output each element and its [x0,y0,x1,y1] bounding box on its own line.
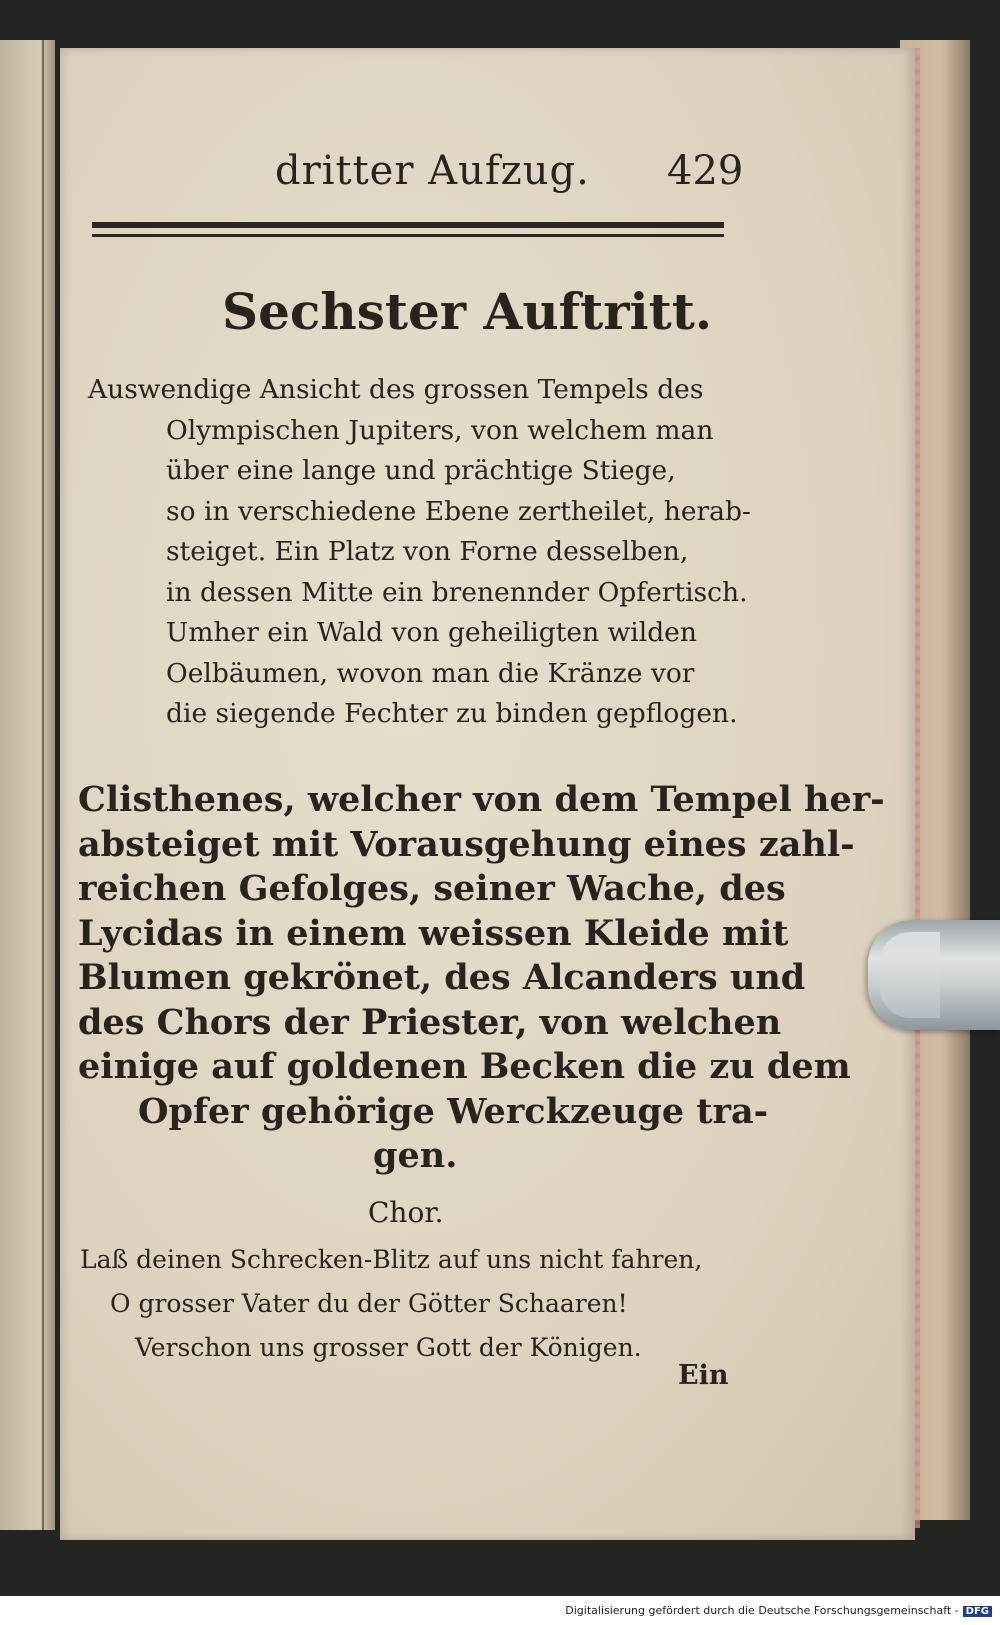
description-line: in dessen Mitte ein brenennder Opfertisch. [166,576,748,608]
header-rule-thick [92,222,724,228]
previous-page-edge [0,40,55,1530]
description-line: über eine lange und prächtige Stiege, [166,455,676,486]
chorus-line: Laß deinen Schrecken-Blitz auf uns nicht fahren, [80,1245,703,1274]
entrance-line: absteiget mit Vorausgehung eines zahl- [78,823,855,865]
entrance-line: einige auf goldenen Becken die zu dem [78,1046,851,1087]
entrance-line: Clisthenes, welcher von dem Tempel her- [78,779,885,820]
header-rule-thin [92,234,724,237]
chorus-line: Verschon uns grosser Gott der Königen. [135,1333,642,1362]
description-line: so in verschiedene Ebene zertheilet, herab- [166,495,751,527]
chorus-verse [80,1238,740,1370]
digitization-credit [565,1604,992,1617]
dfg-logo: DFG [963,1606,992,1617]
description-line: Oelbäumen, wovon man die Kränze vor [166,657,695,689]
running-title: dritter Aufzug. [275,148,590,194]
scene-heading: Sechster Auftritt. [222,282,713,341]
page-clip-highlight [880,932,940,1018]
entrance-line: Blumen gekrönet, des Alcanders und [78,957,806,998]
chorus-line: O grosser Vater du der Götter Schaaren! [110,1289,628,1318]
description-line: die siegende Fechter zu binden gepflogen. [166,698,738,729]
entrance-line: Opfer gehörige Werckzeuge tra- [138,1090,769,1132]
catchword: Ein [678,1360,729,1391]
gutter-line [42,40,44,1530]
entrance-line: reichen Gefolges, seiner Wache, des [78,868,786,909]
entrance-line: gen. [373,1135,458,1176]
scene-description [88,370,751,735]
description-line: Auswendige Ansicht des grossen Tempels des [88,374,704,405]
chorus-label: Chor. [368,1196,444,1229]
description-line: steiget. Ein Platz von Forne desselben, [166,536,689,567]
description-line: Olympischen Jupiters, von welchem man [166,414,714,446]
entrance-line: des Chors der Priester, von welchen [78,1001,782,1043]
entrance-direction [78,778,885,1179]
description-line: Umher ein Wald von geheiligten wilden [166,617,697,648]
credit-text: Digitalisierung gefördert durch die Deutsche Forschungsgemeinschaft - [565,1604,959,1617]
page-number: 429 [667,148,744,194]
entrance-line: Lycidas in einem weissen Kleide mit [78,912,789,954]
